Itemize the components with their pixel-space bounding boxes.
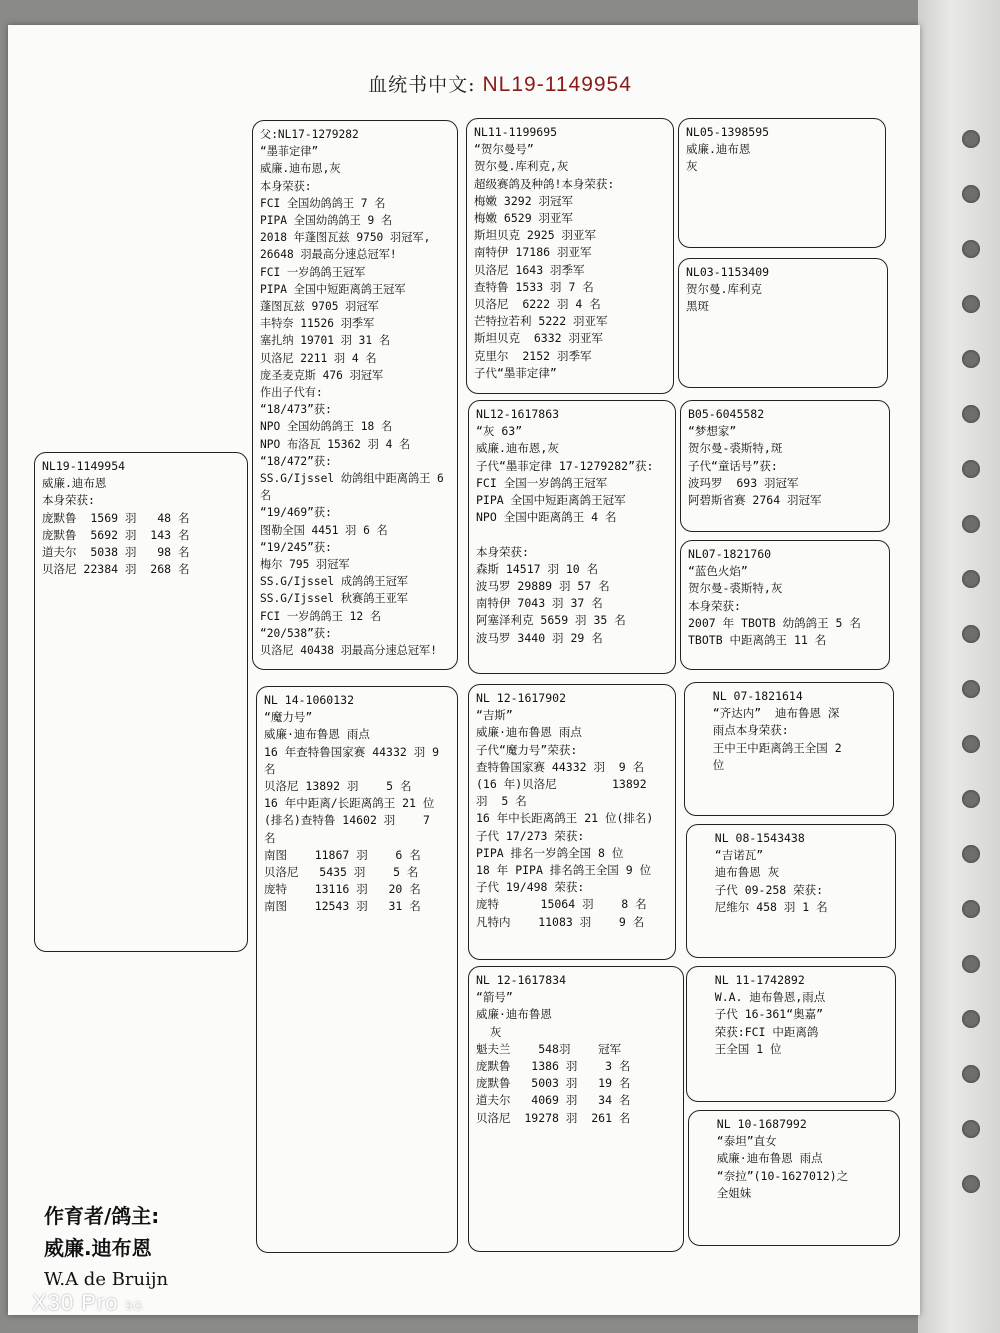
punch-hole — [962, 900, 980, 918]
pedigree-line: (16 年)贝洛尼 13892 — [476, 777, 647, 792]
pedigree-line: 斯坦贝克 2925 羽亚军 — [474, 228, 597, 243]
pedigree-line: “18/472”获: — [260, 454, 332, 468]
pedigree-line: NL 10-1687992 — [696, 1117, 807, 1131]
pedigree-line: SS.G/Ijssel 秋赛鸽王亚军 — [260, 592, 408, 606]
pedigree-box-sds — [680, 400, 890, 532]
pedigree-box-sire-sire — [466, 118, 674, 394]
pedigree-line: 16 年查特鲁国家赛 44332 羽 9 — [264, 744, 440, 759]
pedigree-line: NL19-1149954 — [42, 459, 126, 473]
pedigree-box-sdd — [680, 540, 890, 670]
pedigree-line: NL12-1617863 — [476, 407, 560, 421]
pedigree-line: 子代“墨菲定律” — [474, 365, 557, 380]
punch-hole — [962, 515, 980, 533]
pedigree-line: 本身荣获: — [688, 598, 741, 613]
pedigree-line: 26648 羽最高分速总冠军! — [260, 248, 397, 262]
pedigree-line: 波玛罗 693 羽冠军 — [688, 475, 799, 490]
punch-hole — [962, 790, 980, 808]
pedigree-line: 南特伊 7043 羽 37 名 — [476, 596, 603, 611]
pedigree-line: 贺尔曼-裘斯特,灰 — [688, 581, 783, 596]
pedigree-line: 威廉.迪布恩,灰 — [260, 162, 341, 176]
pedigree-line: 威廉.迪布恩 — [42, 476, 107, 491]
pedigree-line: 图勒全国 4451 羽 6 名 — [260, 523, 388, 537]
pedigree-line: NL05-1398595 — [686, 125, 770, 139]
pedigree-line: NPO 全国中距离鸽王 4 名 — [476, 510, 617, 525]
pedigree-line: NPO 布洛瓦 15362 羽 4 名 — [260, 437, 411, 451]
pedigree-line: 庞特 15064 羽 8 名 — [476, 897, 647, 912]
punch-hole — [962, 240, 980, 258]
pedigree-line: 贺尔曼.库利克 — [686, 282, 762, 297]
pedigree-line: “梦想家” — [688, 424, 737, 439]
pedigree-box-subject — [34, 452, 248, 952]
pedigree-box-sire — [252, 120, 458, 670]
pedigree-line: FCI 一岁鸽鸽王冠军 — [260, 265, 366, 279]
pedigree-line: 阿碧斯省赛 2764 羽冠军 — [688, 493, 822, 508]
punch-hole — [962, 570, 980, 588]
pedigree-line: 威廉·迪布鲁恩 雨点 — [476, 725, 582, 740]
punch-hole — [962, 1175, 980, 1193]
pedigree-line: 贝洛尼 5435 羽 5 名 — [264, 865, 419, 880]
pedigree-line: FCI 一岁鸽鸽王 12 名 — [260, 609, 382, 623]
pedigree-line: 贝洛尼 13892 羽 5 名 — [264, 779, 412, 794]
punch-hole — [962, 1065, 980, 1083]
pedigree-line: 迪布鲁恩 灰 — [694, 865, 780, 880]
pedigree-line: NPO 全国幼鸽鸽王 18 名 — [260, 420, 393, 434]
pedigree-line: NL11-1199695 — [474, 125, 558, 139]
pedigree-line: 魁夫兰 548羽 冠军 — [476, 1041, 622, 1056]
pedigree-line: 父:NL17-1279282 — [260, 128, 359, 141]
pedigree-line: 16 年中距离/长距离鸽王 21 位 — [264, 796, 435, 811]
pedigree-line: 南图 11867 羽 6 名 — [264, 847, 421, 862]
pedigree-line: 克里尔 2152 羽季军 — [474, 348, 592, 363]
pedigree-line: 梅嫩 6529 羽亚军 — [474, 211, 574, 226]
pedigree-line: 庞特 13116 羽 20 名 — [264, 882, 421, 897]
pedigree-line: 贝洛尼 40438 羽最高分速总冠军! — [260, 644, 437, 658]
pedigree-line: 本身荣获: — [260, 179, 312, 193]
pedigree-line: 2018 年蓬图瓦兹 9750 羽冠军, — [260, 231, 431, 245]
pedigree-line: 黑斑 — [686, 299, 709, 314]
pedigree-line: PIPA 全国中短距离鸽王冠军 — [476, 493, 626, 508]
pedigree-line: 南图 12543 羽 31 名 — [264, 899, 421, 914]
pedigree-line: “蓝色火焰” — [688, 564, 748, 579]
pedigree-line: 子代 19/498 荣获: — [476, 880, 585, 895]
pedigree-box-dss — [684, 682, 894, 816]
pedigree-line: 梅嫩 3292 羽冠军 — [474, 193, 574, 208]
pedigree-line: 灰 — [686, 159, 698, 174]
pedigree-box-dsd — [686, 824, 896, 958]
pedigree-line: 灰 — [476, 1024, 502, 1039]
pedigree-line: 波马罗 29889 羽 57 名 — [476, 579, 610, 594]
pedigree-line: 贝洛尼 2211 羽 4 名 — [260, 351, 377, 365]
pedigree-line: “墨菲定律” — [260, 145, 319, 159]
pedigree-line: 贝洛尼 6222 羽 4 名 — [474, 297, 601, 312]
pedigree-line: 道夫尔 5038 羽 98 名 — [42, 545, 190, 560]
pedigree-line: “18/473”获: — [260, 403, 332, 417]
pedigree-box-sss — [678, 118, 886, 248]
pedigree-line: PIPA 全国幼鸽鸽王 9 名 — [260, 214, 393, 228]
pedigree-line: 南特伊 17186 羽亚军 — [474, 245, 592, 260]
camera-watermark — [32, 1290, 144, 1316]
punch-hole — [962, 405, 980, 423]
pedigree-line: “箭号” — [476, 990, 513, 1005]
pedigree-box-dam-sire — [468, 684, 676, 960]
pedigree-line: “魔力号” — [264, 710, 313, 725]
pedigree-line: 威廉.迪布恩,灰 — [476, 441, 559, 456]
pedigree-line: 16 年中长距离鸽王 21 位(排名) — [476, 811, 654, 826]
pedigree-line: 子代“墨菲定律 17-1279282”获: — [476, 458, 654, 473]
pedigree-line: (排名)查特鲁 14602 羽 7 — [264, 813, 430, 828]
pedigree-line: “吉诺瓦” — [694, 848, 764, 863]
pedigree-line: 波马罗 3440 羽 29 名 — [476, 630, 603, 645]
punch-hole — [962, 1120, 980, 1138]
pedigree-line: “19/245”获: — [260, 540, 332, 554]
punch-hole — [962, 350, 980, 368]
pedigree-line: “灰 63” — [476, 424, 523, 439]
pedigree-line: 森斯 14517 羽 10 名 — [476, 561, 599, 576]
pedigree-line: 庞默鲁 5003 羽 19 名 — [476, 1076, 631, 1091]
title-label: 血统书中文: — [368, 74, 476, 96]
pedigree-line: 芒特拉若利 5222 羽亚军 — [474, 314, 608, 329]
pedigree-line: 子代 17/273 荣获: — [476, 828, 585, 843]
pedigree-line: 阿塞泽利克 5659 羽 35 名 — [476, 613, 626, 628]
pedigree-line: 塞扎纳 19701 羽 31 名 — [260, 334, 391, 348]
breeder-label: 作育者/鸽主: — [44, 1204, 160, 1228]
pedigree-line: NL07-1821760 — [688, 547, 772, 561]
pedigree-line: 威廉·迪布鲁恩 雨点 — [264, 727, 370, 742]
pedigree-line: 威廉·迪布鲁恩 雨点 — [696, 1151, 823, 1166]
pedigree-line: 子代“魔力号”荣获: — [476, 742, 578, 757]
pedigree-line: NL 08-1543438 — [694, 831, 805, 845]
pedigree-line: 斯坦贝克 6332 羽亚军 — [474, 331, 603, 346]
pedigree-line: “贺尔曼号” — [474, 142, 534, 157]
page-title — [0, 70, 1000, 97]
pedigree-line: 名 — [260, 489, 272, 503]
pedigree-line: 名 — [264, 761, 276, 776]
pedigree-box-sire-dam — [468, 400, 676, 674]
pedigree-line: 王中王中距离鸽王全国 2 — [692, 740, 842, 755]
pedigree-line: “齐达内” 迪布鲁恩 深 — [692, 706, 840, 721]
pedigree-line: 查特鲁国家赛 44332 羽 9 名 — [476, 759, 645, 774]
pedigree-line: 子代 09-258 荣获: — [694, 882, 824, 897]
punch-hole — [962, 185, 980, 203]
pedigree-line: 贝洛尼 1643 羽季军 — [474, 262, 585, 277]
punch-hole — [962, 625, 980, 643]
pedigree-line: 庞默鲁 1569 羽 48 名 — [42, 510, 190, 525]
pedigree-line: 凡特内 11083 羽 9 名 — [476, 914, 645, 929]
pedigree-line: 庞默鲁 1386 羽 3 名 — [476, 1059, 631, 1074]
pedigree-line: 庞圣麦克斯 476 羽冠军 — [260, 368, 384, 382]
pedigree-line: 本身荣获: — [42, 493, 95, 508]
pedigree-line: 雨点本身荣获: — [692, 723, 789, 738]
punch-hole — [962, 735, 980, 753]
pedigree-line: 荣获:FCI 中距离鸽 — [694, 1024, 819, 1039]
pedigree-box-dds — [686, 966, 896, 1102]
breeder-name-en: W.A de Bruijn — [44, 1269, 169, 1290]
pedigree-line: NL 12-1617834 — [476, 973, 567, 987]
punch-hole — [962, 845, 980, 863]
pedigree-line: NL 11-1742892 — [694, 973, 805, 987]
pedigree-line: 丰特奈 11526 羽季军 — [260, 317, 375, 331]
pedigree-line: 2007 年 TBOTB 幼鸽鸽王 5 名 — [688, 615, 861, 630]
pedigree-line: TBOTB 中距离鸽王 11 名 — [688, 633, 827, 648]
punch-hole — [962, 130, 980, 148]
pedigree-line: SS.G/Ijssel 成鸽鸽王冠军 — [260, 575, 408, 589]
pedigree-line: 尼维尔 458 羽 1 名 — [694, 899, 828, 914]
pedigree-line: NL 07-1821614 — [692, 689, 803, 703]
punch-hole — [962, 460, 980, 478]
pedigree-line: “泰坦”直女 — [696, 1134, 777, 1149]
pedigree-box-ssd — [678, 258, 888, 388]
pedigree-line: 贺尔曼.库利克,灰 — [474, 159, 569, 174]
pedigree-line: 全姐妹 — [696, 1185, 752, 1200]
pedigree-line: 道夫尔 4069 羽 34 名 — [476, 1093, 631, 1108]
pedigree-line: 梅尔 795 羽冠军 — [260, 558, 350, 572]
camera-badge: 5G — [125, 1299, 144, 1313]
pedigree-line: 王全国 1 位 — [694, 1041, 782, 1056]
pedigree-line: 贝洛尼 22384 羽 268 名 — [42, 562, 190, 577]
pedigree-line: “19/469”获: — [260, 506, 332, 520]
title-ring-number: NL19-1149954 — [482, 73, 632, 96]
pedigree-line: 羽 5 名 — [476, 794, 527, 809]
pedigree-line: NL03-1153409 — [686, 265, 770, 279]
pedigree-line: W.A. 迪布鲁恩,雨点 — [694, 990, 826, 1005]
breeder-info — [44, 1200, 168, 1296]
punch-hole — [962, 295, 980, 313]
pedigree-line: 贺尔曼-裘斯特,斑 — [688, 441, 783, 456]
pedigree-line: 本身荣获: — [476, 544, 529, 559]
pedigree-line: B05-6045582 — [688, 407, 765, 421]
pedigree-line — [476, 526, 668, 543]
pedigree-line: 贝洛尼 19278 羽 261 名 — [476, 1110, 631, 1125]
pedigree-line: 18 年 PIPA 排名鸽王全国 9 位 — [476, 863, 652, 878]
pedigree-line: 名 — [264, 830, 276, 845]
camera-brand: X30 Pro — [32, 1290, 119, 1315]
pedigree-line: PIPA 排名一岁鸽全国 8 位 — [476, 845, 624, 860]
pedigree-box-dam-dam — [468, 966, 684, 1252]
pedigree-line: 庞默鲁 5692 羽 143 名 — [42, 527, 190, 542]
pedigree-line: 威廉.迪布恩 — [686, 142, 751, 157]
sheet-protector — [918, 0, 1000, 1333]
pedigree-line: FCI 全国一岁鸽鸽王冠军 — [476, 475, 608, 490]
pedigree-line: 作出子代有: — [260, 386, 323, 400]
pedigree-line: “吉斯” — [476, 708, 513, 723]
pedigree-line: NL 14-1060132 — [264, 693, 355, 707]
pedigree-line: NL 12-1617902 — [476, 691, 567, 705]
punch-hole — [962, 680, 980, 698]
breeder-name: 威廉.迪布恩 — [44, 1236, 152, 1260]
pedigree-line: FCI 全国幼鸽鸽王 7 名 — [260, 196, 386, 210]
pedigree-line: 位 — [692, 757, 725, 772]
pedigree-line: SS.G/Ijssel 幼鸽组中距离鸽王 6 — [260, 472, 444, 486]
pedigree-line: “20/538”获: — [260, 626, 332, 640]
pedigree-line: 子代 16-361“奥嘉” — [694, 1007, 824, 1022]
pedigree-line: 超级赛鸽及种鸽!本身荣获: — [474, 176, 615, 191]
pedigree-line: 威廉·迪布鲁恩 — [476, 1007, 552, 1022]
pedigree-line: 查特鲁 1533 羽 7 名 — [474, 279, 594, 294]
pedigree-line: “奈拉”(10-1627012)之 — [696, 1168, 849, 1183]
punch-hole — [962, 955, 980, 973]
pedigree-line: 子代“童话号”获: — [688, 458, 778, 473]
pedigree-line: PIPA 全国中短距离鸽王冠军 — [260, 282, 406, 296]
pedigree-box-dam — [256, 686, 458, 1253]
pedigree-line: 蓬图瓦兹 9705 羽冠军 — [260, 300, 379, 314]
punch-hole — [962, 1010, 980, 1028]
pedigree-box-ddd — [688, 1110, 900, 1246]
